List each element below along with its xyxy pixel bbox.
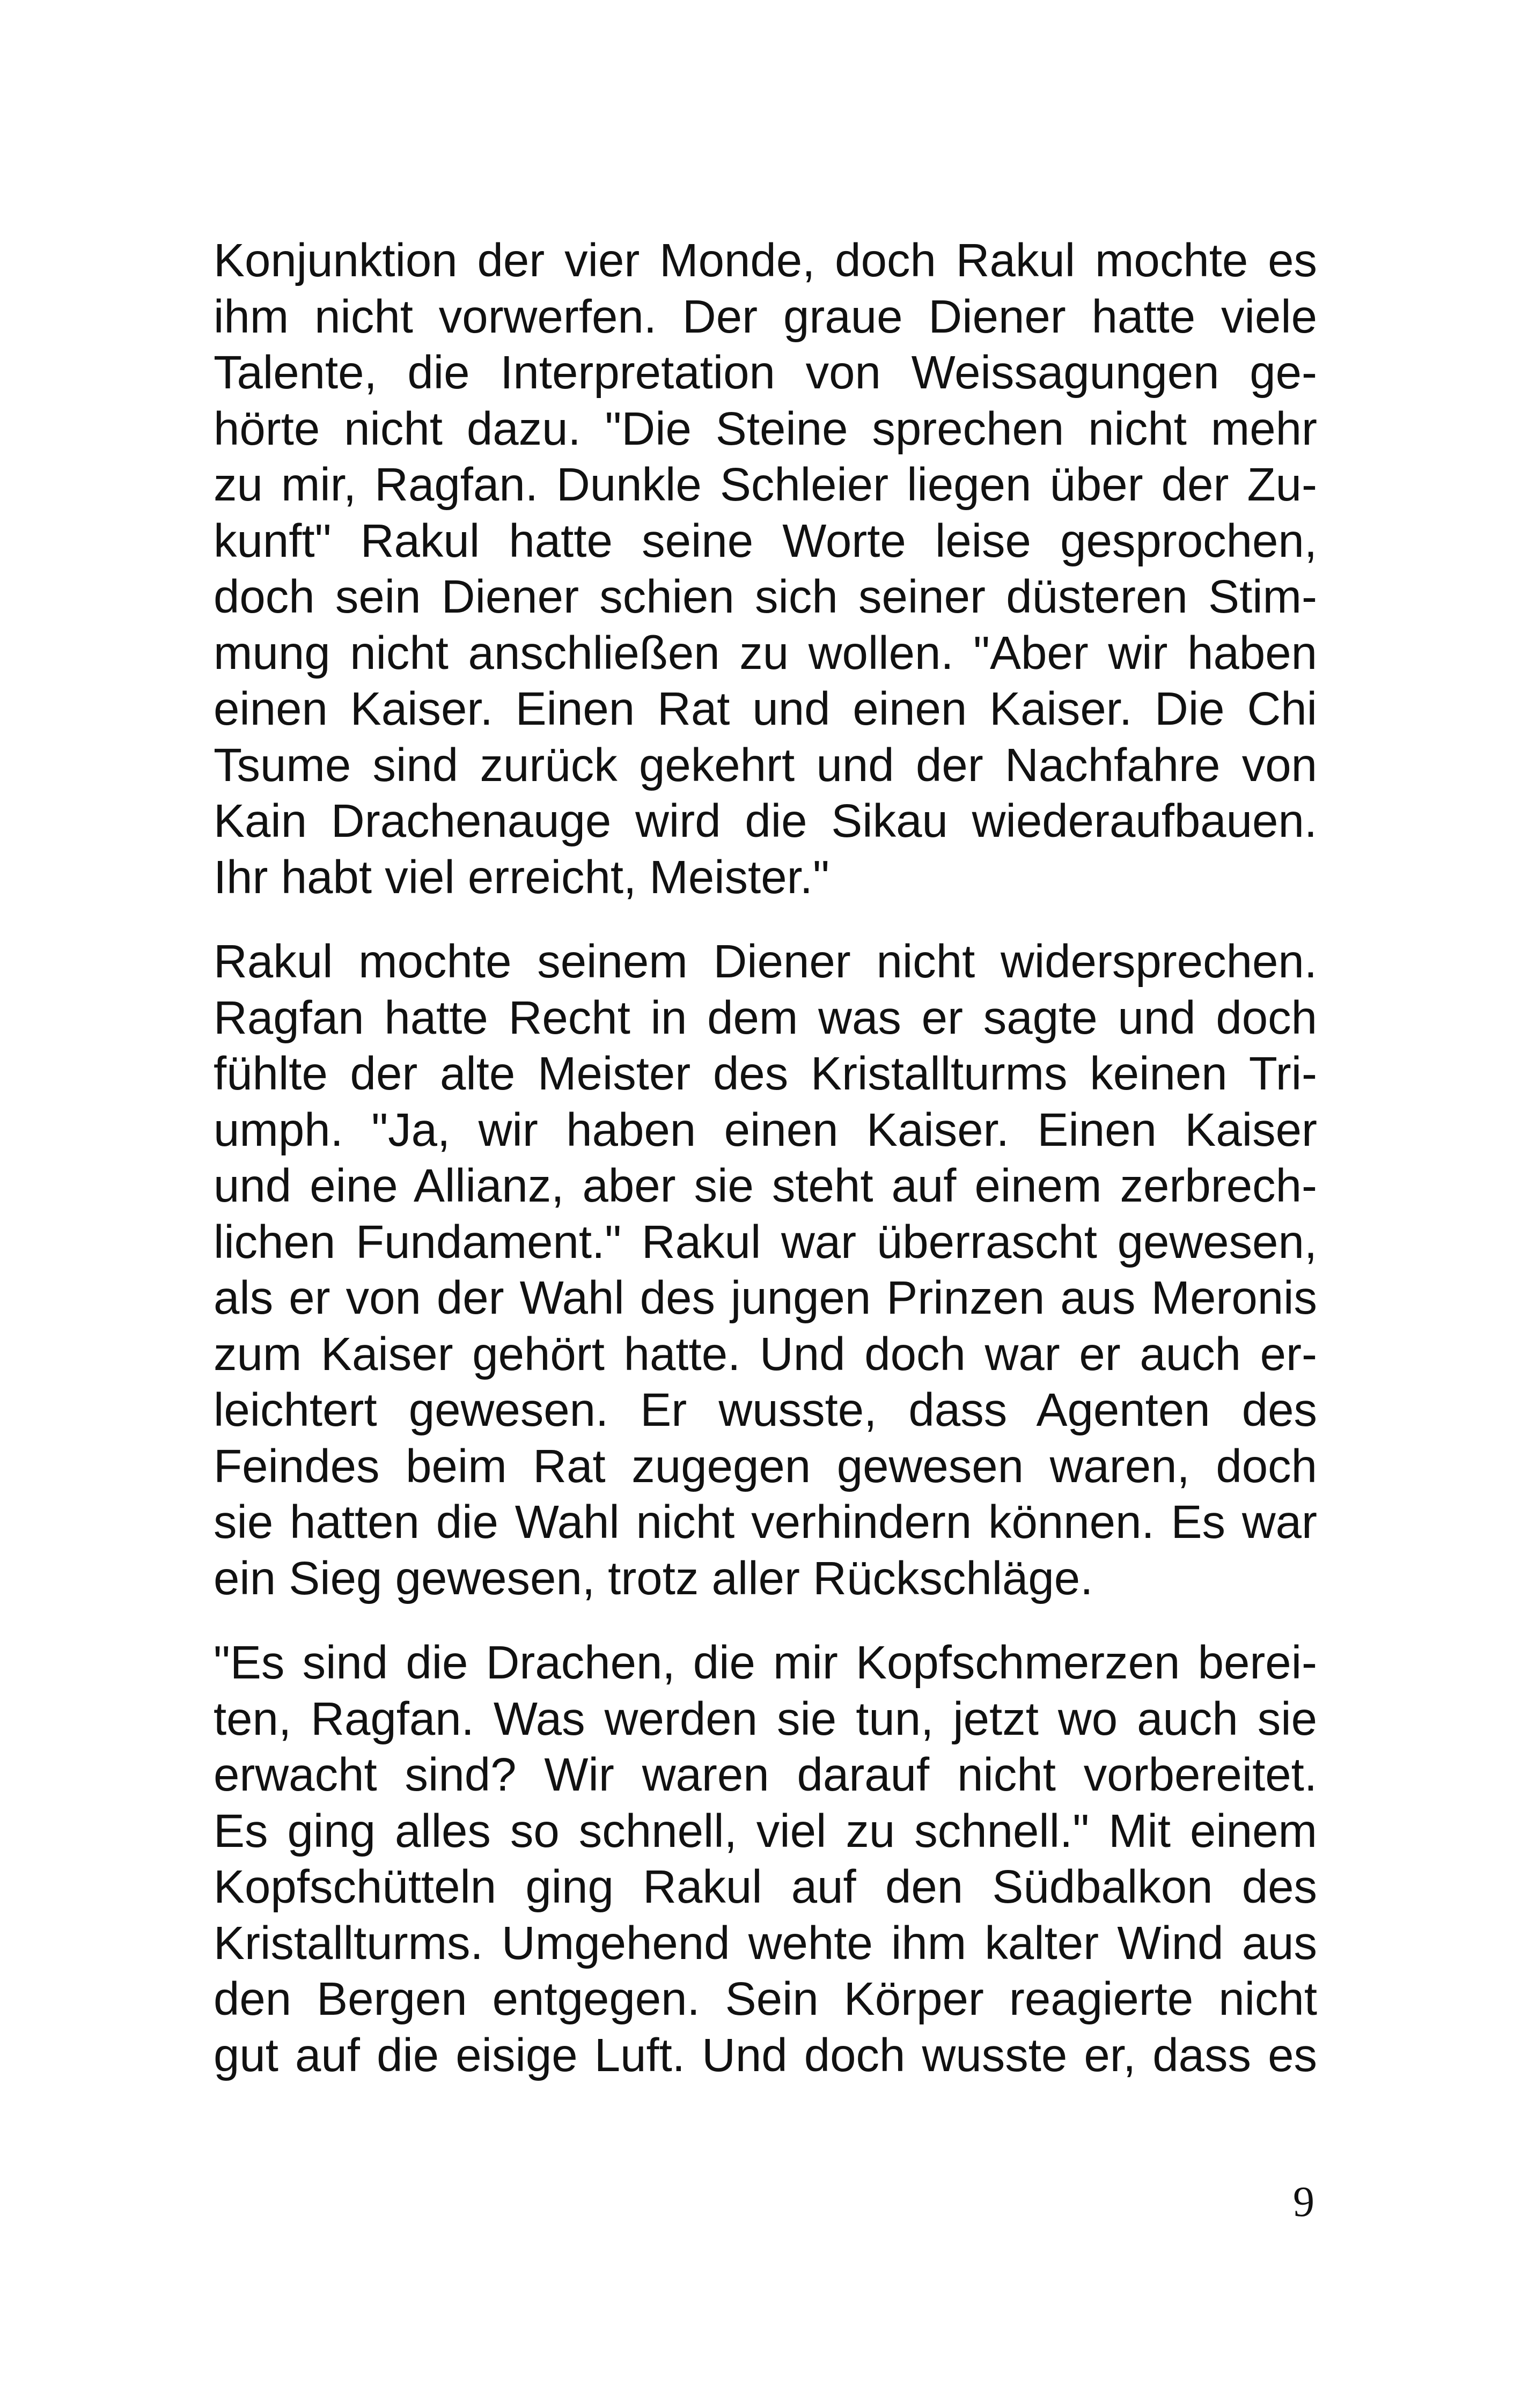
text-line: leichtert gewesen. Er wusste, dass Agenten des [214,1384,1317,1436]
text-line: Kristallturms. Umgehend wehte ihm kalter Wind aus [214,1917,1317,1969]
text-line: hörte nicht dazu. "Die Steine sprechen nicht mehr [214,402,1317,455]
paragraph-3 [214,1635,1317,2083]
paragraph-1 [214,233,1317,905]
text-line: doch sein Diener schien sich seiner düsteren Stim- [214,571,1317,623]
text-line: ten, Ragfan. Was werden sie tun, jetzt wo auch sie [214,1692,1317,1745]
text-line: umph. "Ja, wir haben einen Kaiser. Einen Kaiser [214,1103,1317,1156]
page-number: 9 [1293,2178,1314,2226]
text-line: Tsume sind zurück gekehrt und der Nachfahre von [214,739,1317,791]
text-line: Es ging alles so schnell, viel zu schnell." Mit einem [214,1805,1317,1857]
text-line: Kopfschütteln ging Rakul auf den Südbalkon des [214,1861,1317,1913]
text-line: Kain Drachenauge wird die Sikau wiederaufbauen. [214,795,1317,847]
text-line: lichen Fundament." Rakul war überrascht gewesen, [214,1216,1317,1268]
text-line: "Es sind die Drachen, die mir Kopfschmerzen berei- [214,1637,1317,1689]
text-line: gut auf die eisige Luft. Und doch wusste er, dass es [214,2029,1317,2081]
text-line: Rakul mochte seinem Diener nicht widersprechen. [214,936,1317,988]
text-line: erwacht sind? Wir waren darauf nicht vorbereitet. [214,1749,1317,1801]
text-line: kunft" Rakul hatte seine Worte leise gesprochen, [214,514,1317,567]
text-line: ihm nicht vorwerfen. Der graue Diener hatte viele [214,290,1317,343]
text-line-last: Ihr habt viel erreicht, Meister." [214,851,829,903]
text-line: zu mir, Ragfan. Dunkle Schleier liegen über der Zu- [214,459,1317,511]
text-line: fühlte der alte Meister des Kristallturms keinen Tri- [214,1048,1317,1100]
text-line: zum Kaiser gehört hatte. Und doch war er auch er- [214,1328,1317,1380]
body-text [214,233,1317,2112]
text-line: mung nicht anschließen zu wollen. "Aber wir haben [214,627,1317,679]
text-line: Talente, die Interpretation von Weissagungen ge- [214,347,1317,399]
text-line-last: ein Sieg gewesen, trotz aller Rückschläge. [214,1552,1093,1604]
paragraph-2 [214,934,1317,1607]
text-line: Ragfan hatte Recht in dem was er sagte und doch [214,991,1317,1044]
text-line: sie hatten die Wahl nicht verhindern können. Es war [214,1496,1317,1548]
text-line: den Bergen entgegen. Sein Körper reagierte nicht [214,1973,1317,2025]
text-line: und eine Allianz, aber sie steht auf einem zerbrech- [214,1160,1317,1212]
text-line: einen Kaiser. Einen Rat und einen Kaiser. Die Chi [214,683,1317,735]
text-line: Konjunktion der vier Monde, doch Rakul mochte es [214,234,1317,286]
text-line: als er von der Wahl des jungen Prinzen aus Meronis [214,1272,1317,1324]
text-line: Feindes beim Rat zugegen gewesen waren, doch [214,1440,1317,1492]
